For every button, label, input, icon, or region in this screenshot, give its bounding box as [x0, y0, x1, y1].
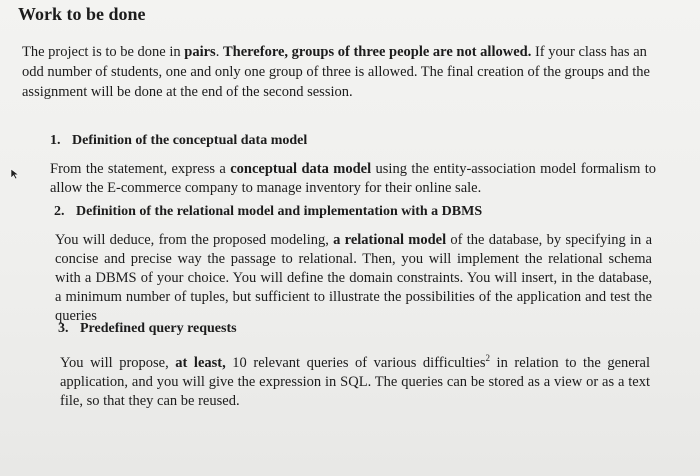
intro-text-2: . — [215, 44, 223, 60]
intro-text-1: The project is to be done in — [22, 44, 185, 60]
intro-bold-1: pairs — [184, 44, 216, 60]
intro-text-3: If your class has an odd number of students, one and only one group of three is allowed. The final creation of the groups and the assignment will be done at the end of the second session. — [22, 44, 650, 100]
mouse-cursor-icon — [10, 168, 20, 180]
page-title: Work to be done — [18, 4, 146, 24]
section-3-text-3: in relation to the general application, and you will give the expression in SQL. The queries can be stored as a view or as a text file, so that they can be reused. — [60, 354, 650, 409]
section-2-text-1: You will deduce, from the proposed modeling, — [55, 232, 334, 248]
footnote-marker: 2 — [485, 353, 490, 363]
section-2-heading-text: Definition of the relational model and implementation with a DBMS — [76, 204, 483, 219]
section-3-text-2: 10 relevant queries of various difficulties — [225, 354, 486, 371]
section-2-bold-1: a relational model — [333, 232, 447, 248]
section-2-heading — [54, 204, 482, 220]
section-3-heading — [58, 321, 237, 337]
section-3-body — [60, 349, 650, 411]
intro-bold-2: Therefore, groups of three people are not allowed. — [222, 44, 532, 60]
section-1-text-2: using the entity-association model formalism to allow the E-commerce company to manage inventory for their online sale. — [50, 161, 657, 196]
section-1-bold-1: conceptual data model — [230, 161, 372, 177]
section-3-text-1: You will propose, — [60, 354, 176, 371]
section-3-heading-text: Predefined query requests — [80, 321, 237, 336]
section-1-number: 1. — [50, 133, 61, 148]
section-3-number: 3. — [58, 321, 69, 336]
section-2-body — [55, 231, 652, 326]
section-1-heading — [50, 133, 307, 149]
section-1-text-1: From the statement, express a — [50, 161, 231, 177]
section-2-text-2: of the database, by specifying in a concise and precise way the passage to relational. Then, you will implement the relational schema with a DBMS of your choice. You will define the domain constraints. You will insert, in the database, a minimum number of tuples, but sufficient to illustrate the possibilities of the application and test the queries — [55, 232, 653, 324]
section-3-bold-1: at least, — [175, 354, 226, 371]
intro-paragraph — [22, 42, 650, 102]
section-1-body — [50, 160, 656, 198]
section-2-number: 2. — [54, 204, 65, 219]
section-1-heading-text: Definition of the conceptual data model — [72, 133, 308, 148]
